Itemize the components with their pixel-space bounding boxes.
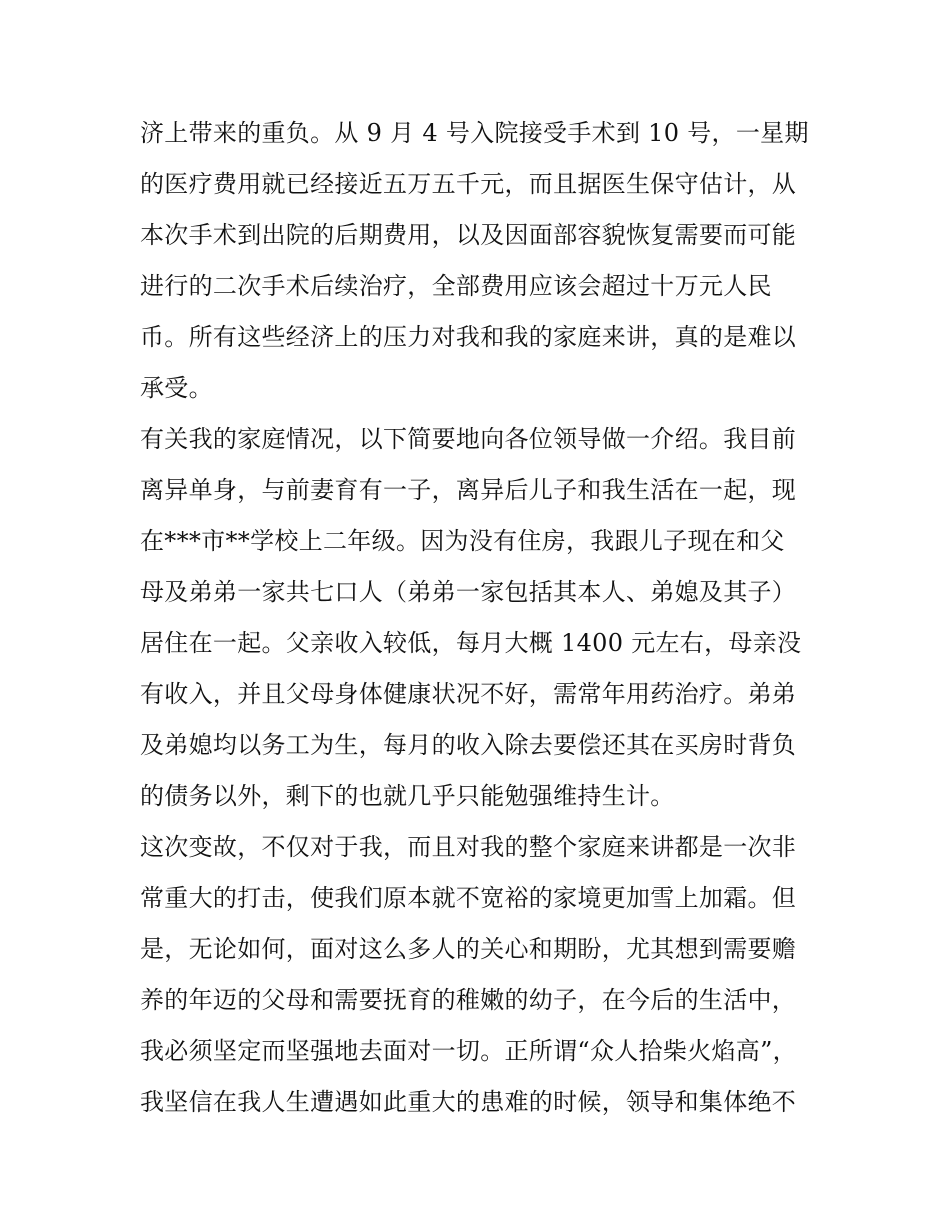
text-line-20: 我坚信在我人生遭遇如此重大的患难的时候，领导和集体绝不 — [140, 1088, 797, 1116]
text-line-8: 离异单身，与前妻育有一子，离异后儿子和我生活在一起，现 — [140, 476, 797, 504]
text-line-6: 承受。 — [140, 374, 213, 402]
document-body — [140, 108, 830, 1128]
text-line-19: 我必须坚定而坚强地去面对一切。正所谓“众人拾柴火焰高”， — [140, 1037, 797, 1065]
text-line-5: 币。所有这些经济上的压力对我和我的家庭来讲，真的是难以 — [140, 323, 797, 351]
text-line-1: 济上带来的重负。从 9 月 4 号入院接受手术到 10 号，一星期 — [140, 119, 809, 147]
text-line-13: 及弟媳均以务工为生，每月的收入除去要偿还其在买房时背负 — [140, 731, 797, 759]
text-line-10: 母及弟弟一家共七口人（弟弟一家包括其本人、弟媳及其子） — [140, 578, 797, 606]
text-line-12: 有收入，并且父母身体健康状况不好，需常年用药治疗。弟弟 — [140, 680, 797, 708]
text-line-16: 常重大的打击，使我们原本就不宽裕的家境更加雪上加霜。但 — [140, 884, 797, 912]
text-line-18: 养的年迈的父母和需要抚育的稚嫩的幼子，在今后的生活中， — [140, 986, 797, 1014]
text-line-7: 有关我的家庭情况，以下简要地向各位领导做一介绍。我目前 — [140, 425, 797, 453]
text-line-14: 的债务以外，剩下的也就几乎只能勉强维持生计。 — [140, 782, 675, 810]
text-line-11: 居住在一起。父亲收入较低，每月大概 1400 元左右，母亲没 — [140, 629, 802, 657]
text-line-15: 这次变故，不仅对于我，而且对我的整个家庭来讲都是一次非 — [140, 833, 797, 861]
text-line-2: 的医疗费用就已经接近五万五千元，而且据医生保守估计，从 — [140, 170, 797, 198]
text-line-17: 是，无论如何，面对这么多人的关心和期盼，尤其想到需要赡 — [140, 935, 797, 963]
text-line-3: 本次手术到出院的后期费用，以及因面部容貌恢复需要而可能 — [140, 221, 797, 249]
text-line-4: 进行的二次手术后续治疗，全部费用应该会超过十万元人民 — [140, 272, 772, 300]
text-line-9: 在***市**学校上二年级。因为没有住房，我跟儿子现在和父 — [140, 527, 785, 555]
